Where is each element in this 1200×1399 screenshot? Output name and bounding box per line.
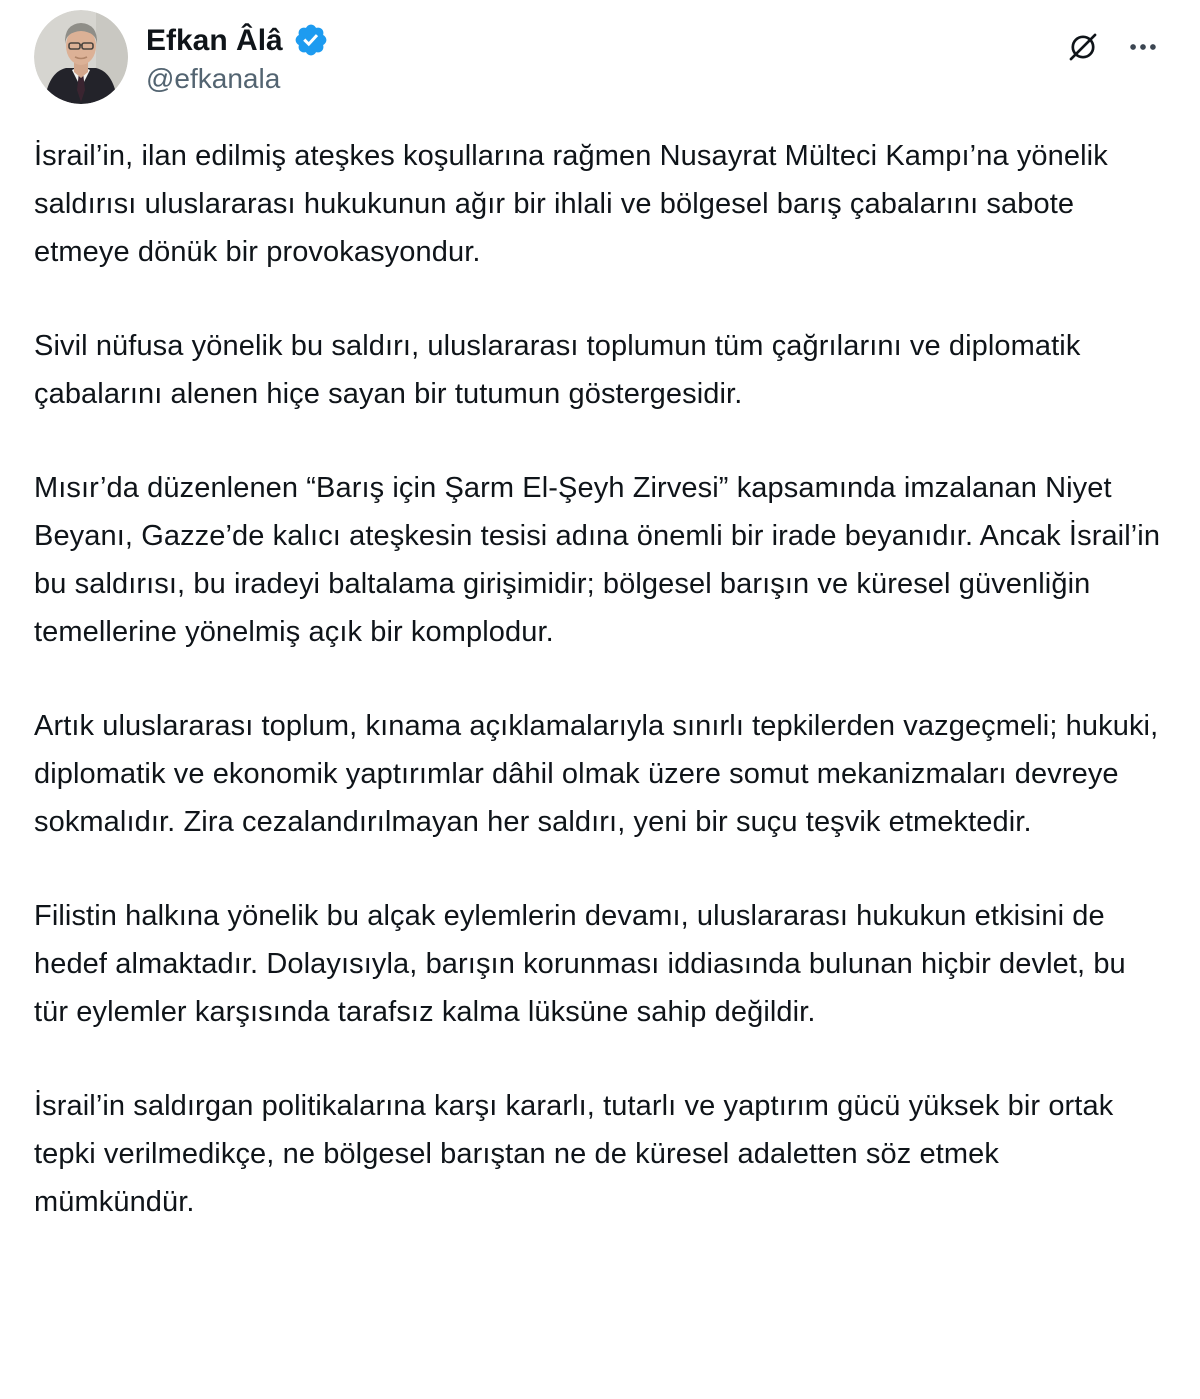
header-actions [1064, 10, 1166, 66]
author-handle[interactable]: @efkanala [146, 63, 281, 94]
author-name-row [146, 22, 329, 58]
verified-badge-icon [293, 22, 329, 58]
profile-photo-icon [34, 10, 128, 104]
tweet-paragraph-2: Sivil nüfusa yönelik bu saldırı, uluslararası toplumun tüm çağrılarını ve diplomatik çabalarını alenen hiçe sayan bir tutumun göstergesidir. [34, 330, 1081, 410]
tweet-header [34, 10, 1166, 104]
tweet-paragraph-1: İsrail’in, ilan edilmiş ateşkes koşullarına rağmen Nusayrat Mülteci Kampı’na yönelik saldırısı uluslararası hukukunun ağır bir ihlali ve bölgesel barış çabalarını sabote etmeye dönük bir provokasyondur. [34, 140, 1108, 268]
avatar[interactable] [34, 10, 128, 104]
more-options-button[interactable] [1124, 28, 1162, 66]
author-display-name[interactable]: Efkan Âlâ [146, 23, 283, 57]
tweet-paragraph-3: Mısır’da düzenlenen “Barış için Şarm El-Şeyh Zirvesi” kapsamında imzalanan Niyet Beyanı, Gazze’de kalıcı ateşkesin tesisi adına önemli bir irade beyanıdır. Ancak İsrail’in bu saldırısı, bu iradeyi baltalama girişimidir; bölgesel barışın ve küresel güvenliğin temellerine yönelmiş açık bir komplodur. [34, 472, 1161, 648]
tweet-paragraph-6: İsrail’in saldırgan politikalarına karşı kararlı, tutarlı ve yaptırım gücü yüksek bir ortak tepki verilmedikçe, ne bölgesel barıştan ne de küresel adaletten söz etmek mümkündür. [34, 1090, 1114, 1218]
tweet-paragraph-5: Filistin halkına yönelik bu alçak eylemlerin devamı, uluslararası hukukun etkisini de hedef almaktadır. Dolayısıyla, barışın korunması iddiasında bulunan hiçbir devlet, bu tür eylemler karşısında tarafsız kalma lüksüne sahip değildir. [34, 900, 1126, 1028]
tweet-text [34, 132, 1166, 1226]
grok-button[interactable] [1064, 28, 1102, 66]
more-options-icon [1126, 30, 1160, 64]
tweet-paragraph-4: Artık uluslararası toplum, kınama açıklamalarıyla sınırlı tepkilerden vazgeçmeli; hukuki, diplomatik ve ekonomik yaptırımlar dâhil olmak üzere somut mekanizmaları devreye sokmalıdır. Zira cezalandırılmayan her saldırı, yeni bir suçu teşvik etmektedir. [34, 710, 1159, 838]
grok-icon [1066, 30, 1100, 64]
author-info [146, 10, 329, 95]
